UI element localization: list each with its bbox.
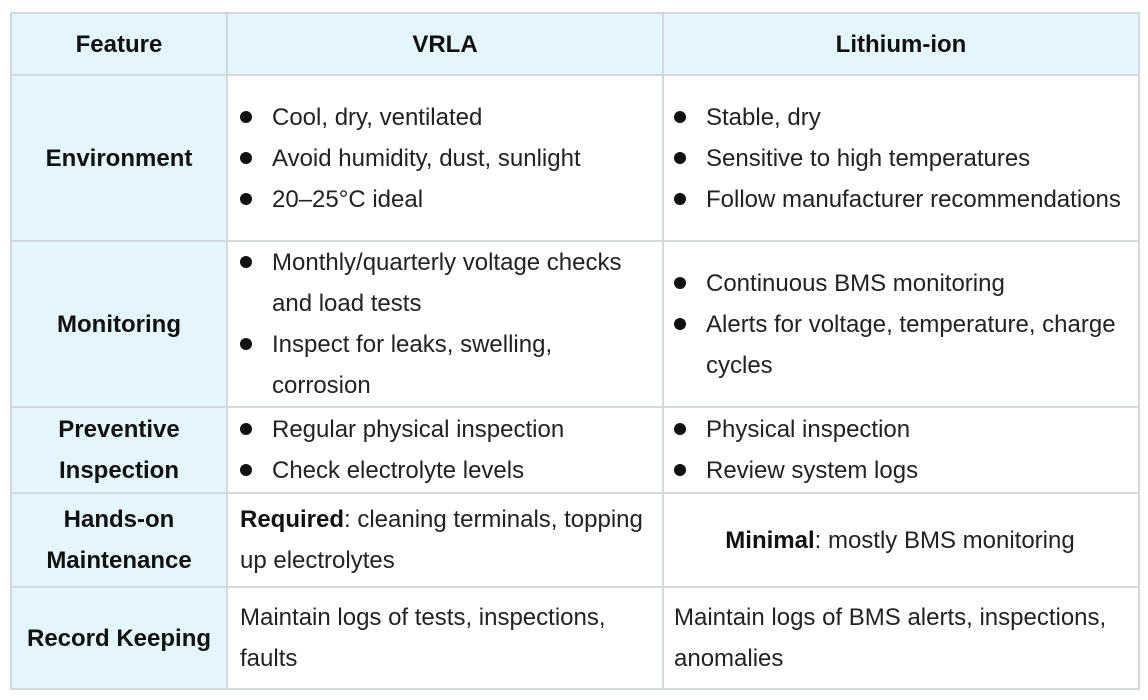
bullet-list — [664, 97, 1138, 220]
vrla-cell — [227, 493, 663, 587]
list-item: 20–25°C ideal — [228, 179, 662, 220]
bullet-icon — [240, 193, 252, 205]
bullet-icon — [240, 423, 252, 435]
list-item: Avoid humidity, dust, sunlight — [228, 138, 662, 179]
emphasis-label: Required — [240, 506, 345, 533]
list-item: Continuous BMS monitoring — [664, 263, 1138, 304]
vrla-cell — [227, 75, 663, 241]
table-row — [11, 587, 1139, 689]
cell-text: Required: cleaning terminals, topping up electrolytes — [240, 506, 643, 574]
bullet-list — [664, 409, 1138, 491]
list-item: Stable, dry — [664, 97, 1138, 138]
list-item: Regular physical inspection — [228, 409, 662, 450]
cell-text: Maintain logs of tests, inspections, faults — [240, 604, 606, 672]
bullet-list — [664, 263, 1138, 386]
feature-cell: Monitoring — [11, 241, 227, 407]
bullet-icon — [674, 464, 686, 476]
bullet-icon — [240, 338, 252, 350]
table-row — [11, 75, 1139, 241]
vrla-cell — [227, 407, 663, 493]
vrla-cell — [227, 587, 663, 689]
list-item: Follow manufacturer recommendations — [664, 179, 1138, 220]
bullet-icon — [674, 152, 686, 164]
table-row — [11, 241, 1139, 407]
comparison-table-container — [10, 12, 1140, 690]
feature-cell: Record Keeping — [11, 587, 227, 689]
table-row — [11, 407, 1139, 493]
bullet-icon — [240, 111, 252, 123]
list-item: Review system logs — [664, 450, 1138, 491]
list-item: Inspect for leaks, swelling, corrosion — [228, 324, 662, 406]
header-row — [11, 13, 1139, 75]
list-item: Physical inspection — [664, 409, 1138, 450]
lithium-cell — [663, 493, 1139, 587]
feature-cell: Environment — [11, 75, 227, 241]
lithium-cell — [663, 407, 1139, 493]
list-item: Sensitive to high temperatures — [664, 138, 1138, 179]
bullet-icon — [674, 111, 686, 123]
list-item: Alerts for voltage, temperature, charge cycles — [664, 304, 1138, 386]
vrla-cell — [227, 241, 663, 407]
bullet-icon — [240, 152, 252, 164]
list-item: Monthly/quarterly voltage checks and load tests — [228, 242, 662, 324]
bullet-list — [228, 242, 662, 406]
lithium-cell — [663, 75, 1139, 241]
bullet-icon — [674, 277, 686, 289]
bullet-icon — [674, 318, 686, 330]
feature-cell: Hands-on Maintenance — [11, 493, 227, 587]
bullet-icon — [240, 464, 252, 476]
list-item: Check electrolyte levels — [228, 450, 662, 491]
bullet-icon — [674, 423, 686, 435]
bullet-icon — [240, 256, 252, 268]
cell-text: Maintain logs of BMS alerts, inspections, anomalies — [674, 604, 1107, 672]
lithium-cell — [663, 587, 1139, 689]
header-lithium-ion: Lithium-ion — [663, 13, 1139, 75]
comparison-table — [10, 12, 1140, 690]
feature-cell: Preventive Inspection — [11, 407, 227, 493]
table-row — [11, 493, 1139, 587]
list-item: Cool, dry, ventilated — [228, 97, 662, 138]
header-vrla: VRLA — [227, 13, 663, 75]
bullet-list — [228, 97, 662, 220]
header-feature: Feature — [11, 13, 227, 75]
lithium-cell — [663, 241, 1139, 407]
cell-text: Minimal: mostly BMS monitoring — [725, 526, 1075, 554]
emphasis-label: Minimal — [725, 526, 815, 554]
bullet-list — [228, 409, 662, 491]
bullet-icon — [674, 193, 686, 205]
